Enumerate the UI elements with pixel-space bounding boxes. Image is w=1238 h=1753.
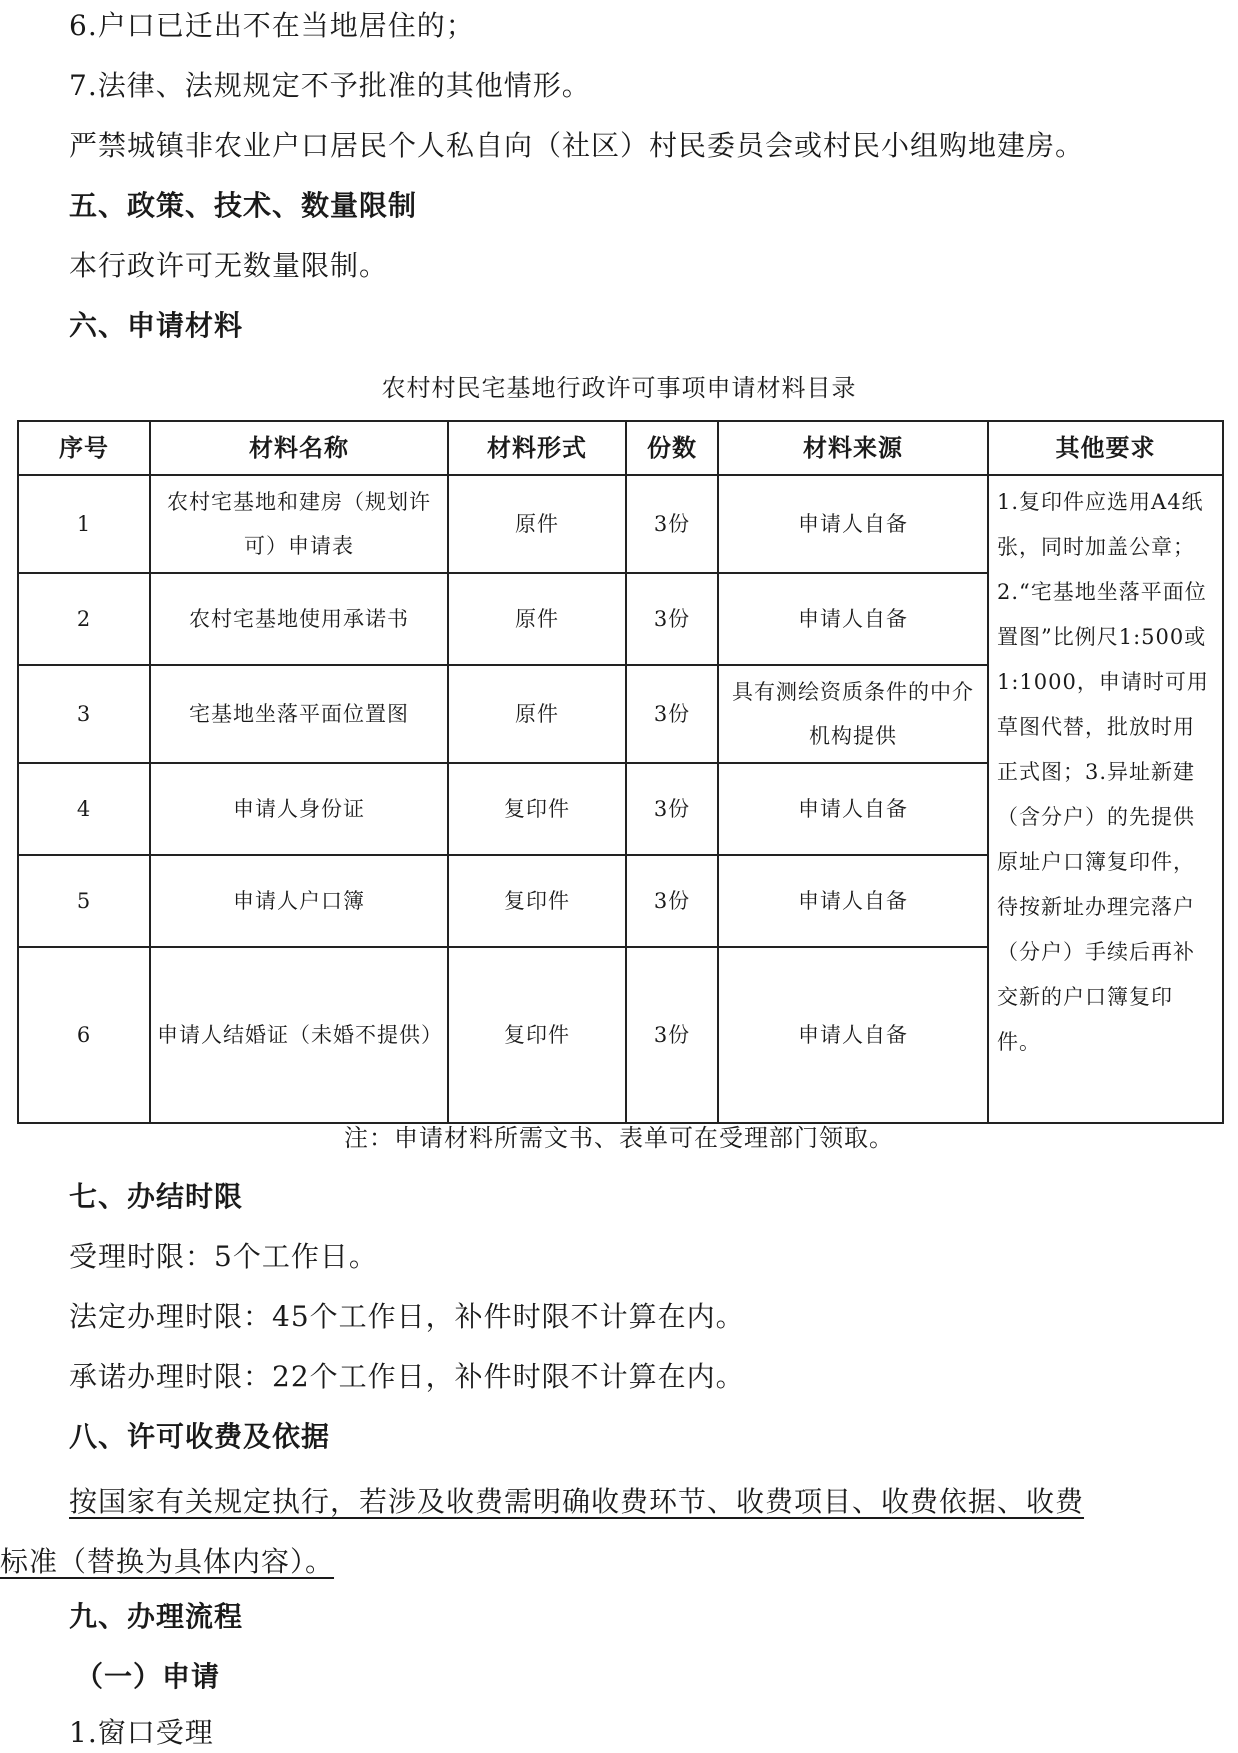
cell-copies: 3份: [626, 855, 718, 947]
cell-no: 4: [18, 763, 150, 855]
cell-name: 宅基地坐落平面位置图: [150, 665, 448, 763]
section-8-text-1: 按国家有关规定执行，若涉及收费需明确收费环节、收费项目、收费依据、收费: [69, 1485, 1085, 1518]
cell-name: 申请人户口簿: [150, 855, 448, 947]
cell-form: 复印件: [448, 763, 626, 855]
materials-table: [17, 420, 1224, 1124]
cell-no: 3: [18, 665, 150, 763]
cell-source: 申请人自备: [718, 475, 988, 573]
header-copies: 份数: [626, 421, 718, 475]
cell-copies: 3份: [626, 665, 718, 763]
cell-no: 6: [18, 947, 150, 1123]
cell-source: 申请人自备: [718, 855, 988, 947]
cell-copies: 3份: [626, 947, 718, 1123]
section-8-text-2: 标准（替换为具体内容）。: [0, 1545, 335, 1578]
cell-name: 农村宅基地和建房（规划许可）申请表: [150, 475, 448, 573]
section-8-text-line-2: [0, 1532, 1238, 1592]
section-9-heading: 九、办理流程: [69, 1600, 244, 1633]
cell-name: 农村宅基地使用承诺书: [150, 573, 448, 665]
section-7-line-legal: 法定办理时限：45个工作日，补件时限不计算在内。: [69, 1300, 745, 1333]
cell-name: 申请人结婚证（未婚不提供）: [150, 947, 448, 1123]
cell-source: 具有测绘资质条件的中介机构提供: [718, 665, 988, 763]
text-line-6: 6.户口已迁出不在当地居住的；: [69, 9, 475, 42]
section-6-heading: 六、申请材料: [69, 309, 244, 342]
section-5-heading: 五、政策、技术、数量限制: [69, 189, 418, 222]
cell-no: 1: [18, 475, 150, 573]
header-form: 材料形式: [448, 421, 626, 475]
cell-no: 2: [18, 573, 150, 665]
table-row: [18, 475, 1223, 573]
cell-source: 申请人自备: [718, 763, 988, 855]
cell-form: 原件: [448, 573, 626, 665]
cell-form: 复印件: [448, 947, 626, 1123]
text-line-7: 7.法律、法规规定不予批准的其他情形。: [69, 69, 591, 102]
section-7-heading: 七、办结时限: [69, 1180, 244, 1213]
cell-form: 复印件: [448, 855, 626, 947]
header-other: 其他要求: [988, 421, 1223, 475]
cell-source: 申请人自备: [718, 947, 988, 1123]
cell-source: 申请人自备: [718, 573, 988, 665]
table-note: 注：申请材料所需文书、表单可在受理部门领取。: [344, 1124, 894, 1152]
section-9-item: 1.窗口受理: [69, 1716, 214, 1749]
header-source: 材料来源: [718, 421, 988, 475]
table-title: 农村村民宅基地行政许可事项申请材料目录: [381, 374, 857, 402]
cell-other-requirements: 1.复印件应选用A4纸张，同时加盖公章；2.“宅基地坐落平面位置图”比例尺1:500或1:1000，申请时可用草图代替，批放时用正式图；3.异址新建（含分户）的先提供原址户口簿复印件，待按新址办理完落户（分户）手续后再补交新的户口簿复印件。: [988, 475, 1223, 1123]
section-7-line-promise: 承诺办理时限：22个工作日，补件时限不计算在内。: [69, 1360, 745, 1393]
header-name: 材料名称: [150, 421, 448, 475]
cell-copies: 3份: [626, 475, 718, 573]
cell-copies: 3份: [626, 573, 718, 665]
section-8-heading: 八、许可收费及依据: [69, 1420, 331, 1453]
section-7-line-accept: 受理时限：5个工作日。: [69, 1240, 378, 1273]
cell-no: 5: [18, 855, 150, 947]
text-line-prohibition: 严禁城镇非农业户口居民个人私自向（社区）村民委员会或村民小组购地建房。: [69, 129, 1085, 162]
section-5-text: 本行政许可无数量限制。: [69, 249, 389, 282]
cell-name: 申请人身份证: [150, 763, 448, 855]
table-header-row: [18, 421, 1223, 475]
cell-form: 原件: [448, 665, 626, 763]
header-no: 序号: [18, 421, 150, 475]
section-9-sub-heading: （一）申请: [75, 1660, 221, 1693]
cell-form: 原件: [448, 475, 626, 573]
cell-copies: 3份: [626, 763, 718, 855]
section-8-text-line-1: [0, 1472, 1238, 1532]
